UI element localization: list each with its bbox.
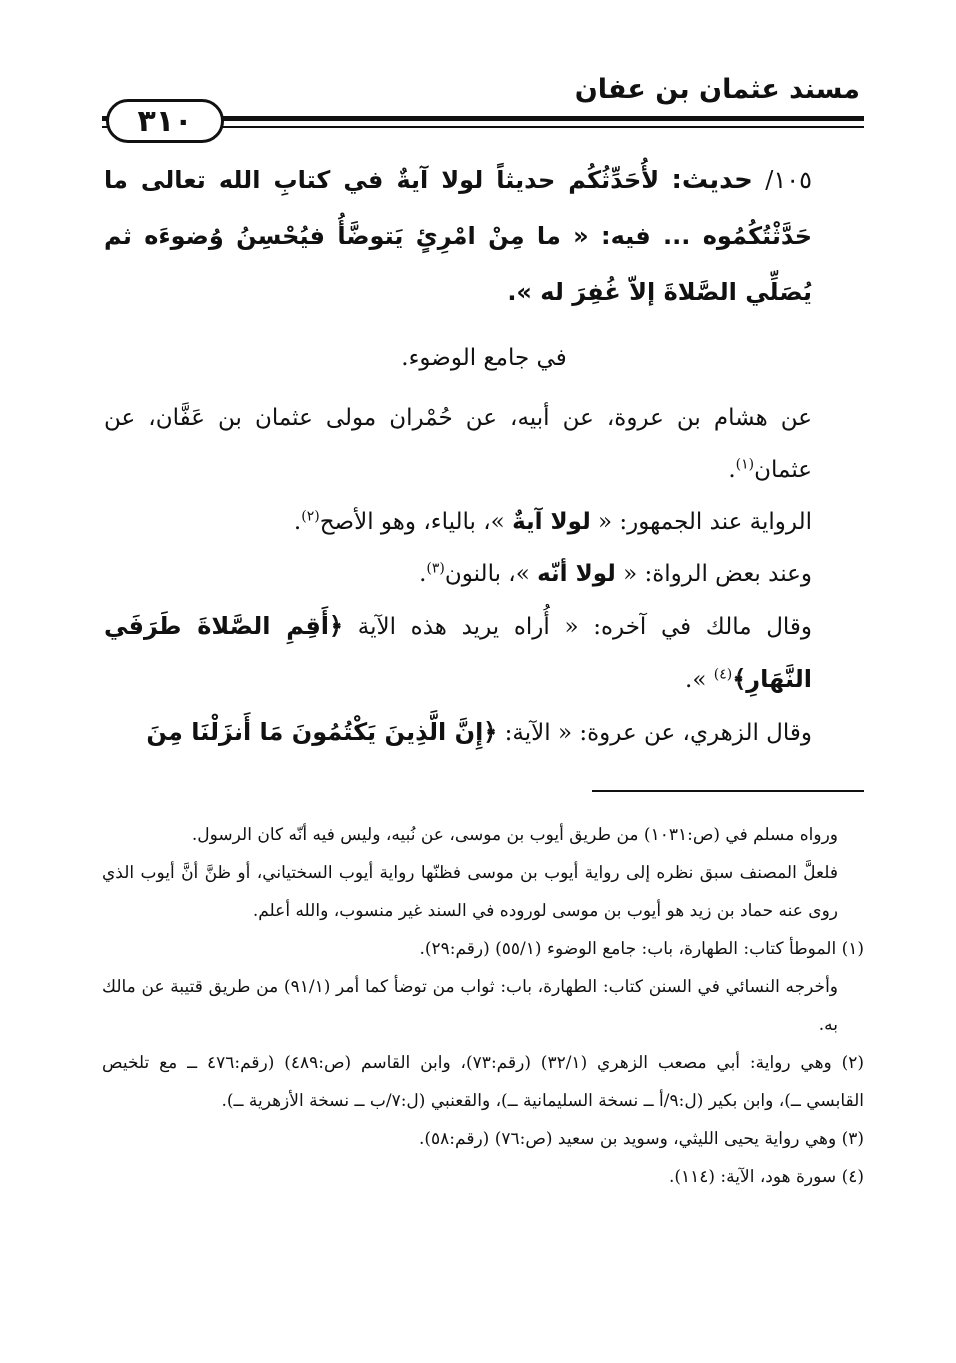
main-text bbox=[104, 152, 864, 759]
footnote-3: (٣) وهي رواية يحيى الليثي، وسويد بن سعيد (ص:٧٦) (رقم:٥٨). bbox=[418, 1129, 864, 1149]
zuhri-quran: ﴿إِنَّ الَّذِينَ يَكْتُمُونَ مَا أَنزَلْنَا مِنَ bbox=[146, 718, 498, 746]
chapter-heading: في جامع الوضوء. bbox=[401, 345, 567, 371]
malik-pre: وقال مالك في آخره: « أُراه يريد هذه الآية bbox=[357, 614, 813, 640]
variant2-pre: وعند بعض الرواة: « bbox=[623, 561, 812, 587]
running-header bbox=[102, 68, 864, 140]
hadith-paragraph bbox=[104, 152, 864, 320]
chain-paragraph: عن هشام بن عروة، عن أبيه، عن حُمْران مولى عثمان بن عَفَّان، عن عثمان$^{(١)}$. bbox=[104, 405, 812, 483]
footnotes bbox=[102, 816, 864, 1196]
variant2-word: لولا أنّه bbox=[537, 561, 616, 587]
malik-quran: ﴿أَقِمِ الصَّلاةَ طَرَفَي النَّهَارِ﴾ bbox=[104, 612, 812, 693]
variant-majority: الرواية عند الجمهور: « لولا آيةٌ »، بالياء، وهو الأصح$^{(٢)}$. bbox=[293, 508, 812, 535]
malik-paragraph bbox=[104, 600, 864, 706]
footnote-continuation: فلعلَّ المصنف سبق نظره إلى رواية أيوب بن موسى فظنّها رواية أيوب السختياني، أو ظنَّ أنَّ أيوب الذي روى عنه حماد بن زيد هو أيوب بن موسى لوروده في السند غير منسوب، والله أعلم. bbox=[102, 863, 838, 921]
footnote-ref-1: (١) bbox=[735, 456, 755, 473]
footnote-separator bbox=[592, 790, 864, 792]
malik-post: ». bbox=[685, 667, 707, 693]
footnote-2: (٢) وهي رواية: أبي مصعب الزهري (٣٢/١) (رقم:٧٣)، وابن القاسم (ص:٤٨٩) (رقم:٤٧٦ ــ مع تلخيص القابسي ــ)، وابن بكير (ل:٩/أ ــ نسخة السليمانية ــ)، والقعنبي (ل:٧/ب ــ نسخة الأزهرية ــ). bbox=[102, 1053, 865, 1111]
footnote-1: (١) الموطأ كتاب: الطهارة، باب: جامع الوضوء (٥٥/١) (رقم:٢٩). bbox=[419, 939, 864, 959]
footnote-4: (٤) سورة هود، الآية: (١١٤). bbox=[668, 1167, 864, 1187]
zuhri-pre: وقال الزهري، عن عروة: « الآية: bbox=[504, 720, 812, 746]
hadith-text: لأُحَدِّثُكُم حديثاً لولا آيةٌ في كتابِ الله تعالى ما حَدَّثْتُكُمُوه ... فيه: « ما مِنْ امْرِئٍ يَتوضَّأُ فيُحْسِنُ وُضوءَه ثم يُصَلِّي الصَّلاةَ إلاّ غُفِرَ له ». bbox=[104, 166, 812, 306]
footnote-ref-2: (٢) bbox=[301, 508, 320, 525]
chain-text: عن هشام بن عروة، عن أبيه، عن حُمْران مولى عثمان بن عَفَّان، عن عثمان bbox=[104, 405, 812, 483]
footnote-1-extra: وأخرجه النسائي في السنن كتاب: الطهارة، باب: ثواب من توضأ كما أمر (٩١/١) من طريق قتيبة عن مالك به. bbox=[102, 977, 839, 1035]
variant2-post: »، بالنون bbox=[444, 561, 530, 587]
variant-some: وعند بعض الرواة: « لولا أنّه »، بالنون$^{(٣)}$. bbox=[419, 560, 812, 587]
hadith-label: حديث: bbox=[671, 165, 753, 195]
footnote-continuation: ورواه مسلم في (ص:١٠٣١) من طريق أيوب بن موسى، عن نُبيه، وليس فيه أنّه كان الرسول. bbox=[191, 825, 838, 845]
variant1-post: »، بالياء، وهو الأصح bbox=[319, 509, 505, 535]
zuhri-paragraph bbox=[104, 706, 864, 759]
page-number: ٣١٠ bbox=[106, 99, 224, 143]
header-title: مسند عثمان بن عفان bbox=[574, 74, 860, 105]
variant1-word: لولا آيةٌ bbox=[512, 509, 591, 535]
footnote-ref-3: (٣) bbox=[426, 560, 445, 577]
hadith-number: ١٠٥/ bbox=[765, 166, 812, 194]
footnote-ref-4: (٤) bbox=[713, 666, 733, 683]
variant1-pre: الرواية عند الجمهور: « bbox=[598, 509, 812, 535]
